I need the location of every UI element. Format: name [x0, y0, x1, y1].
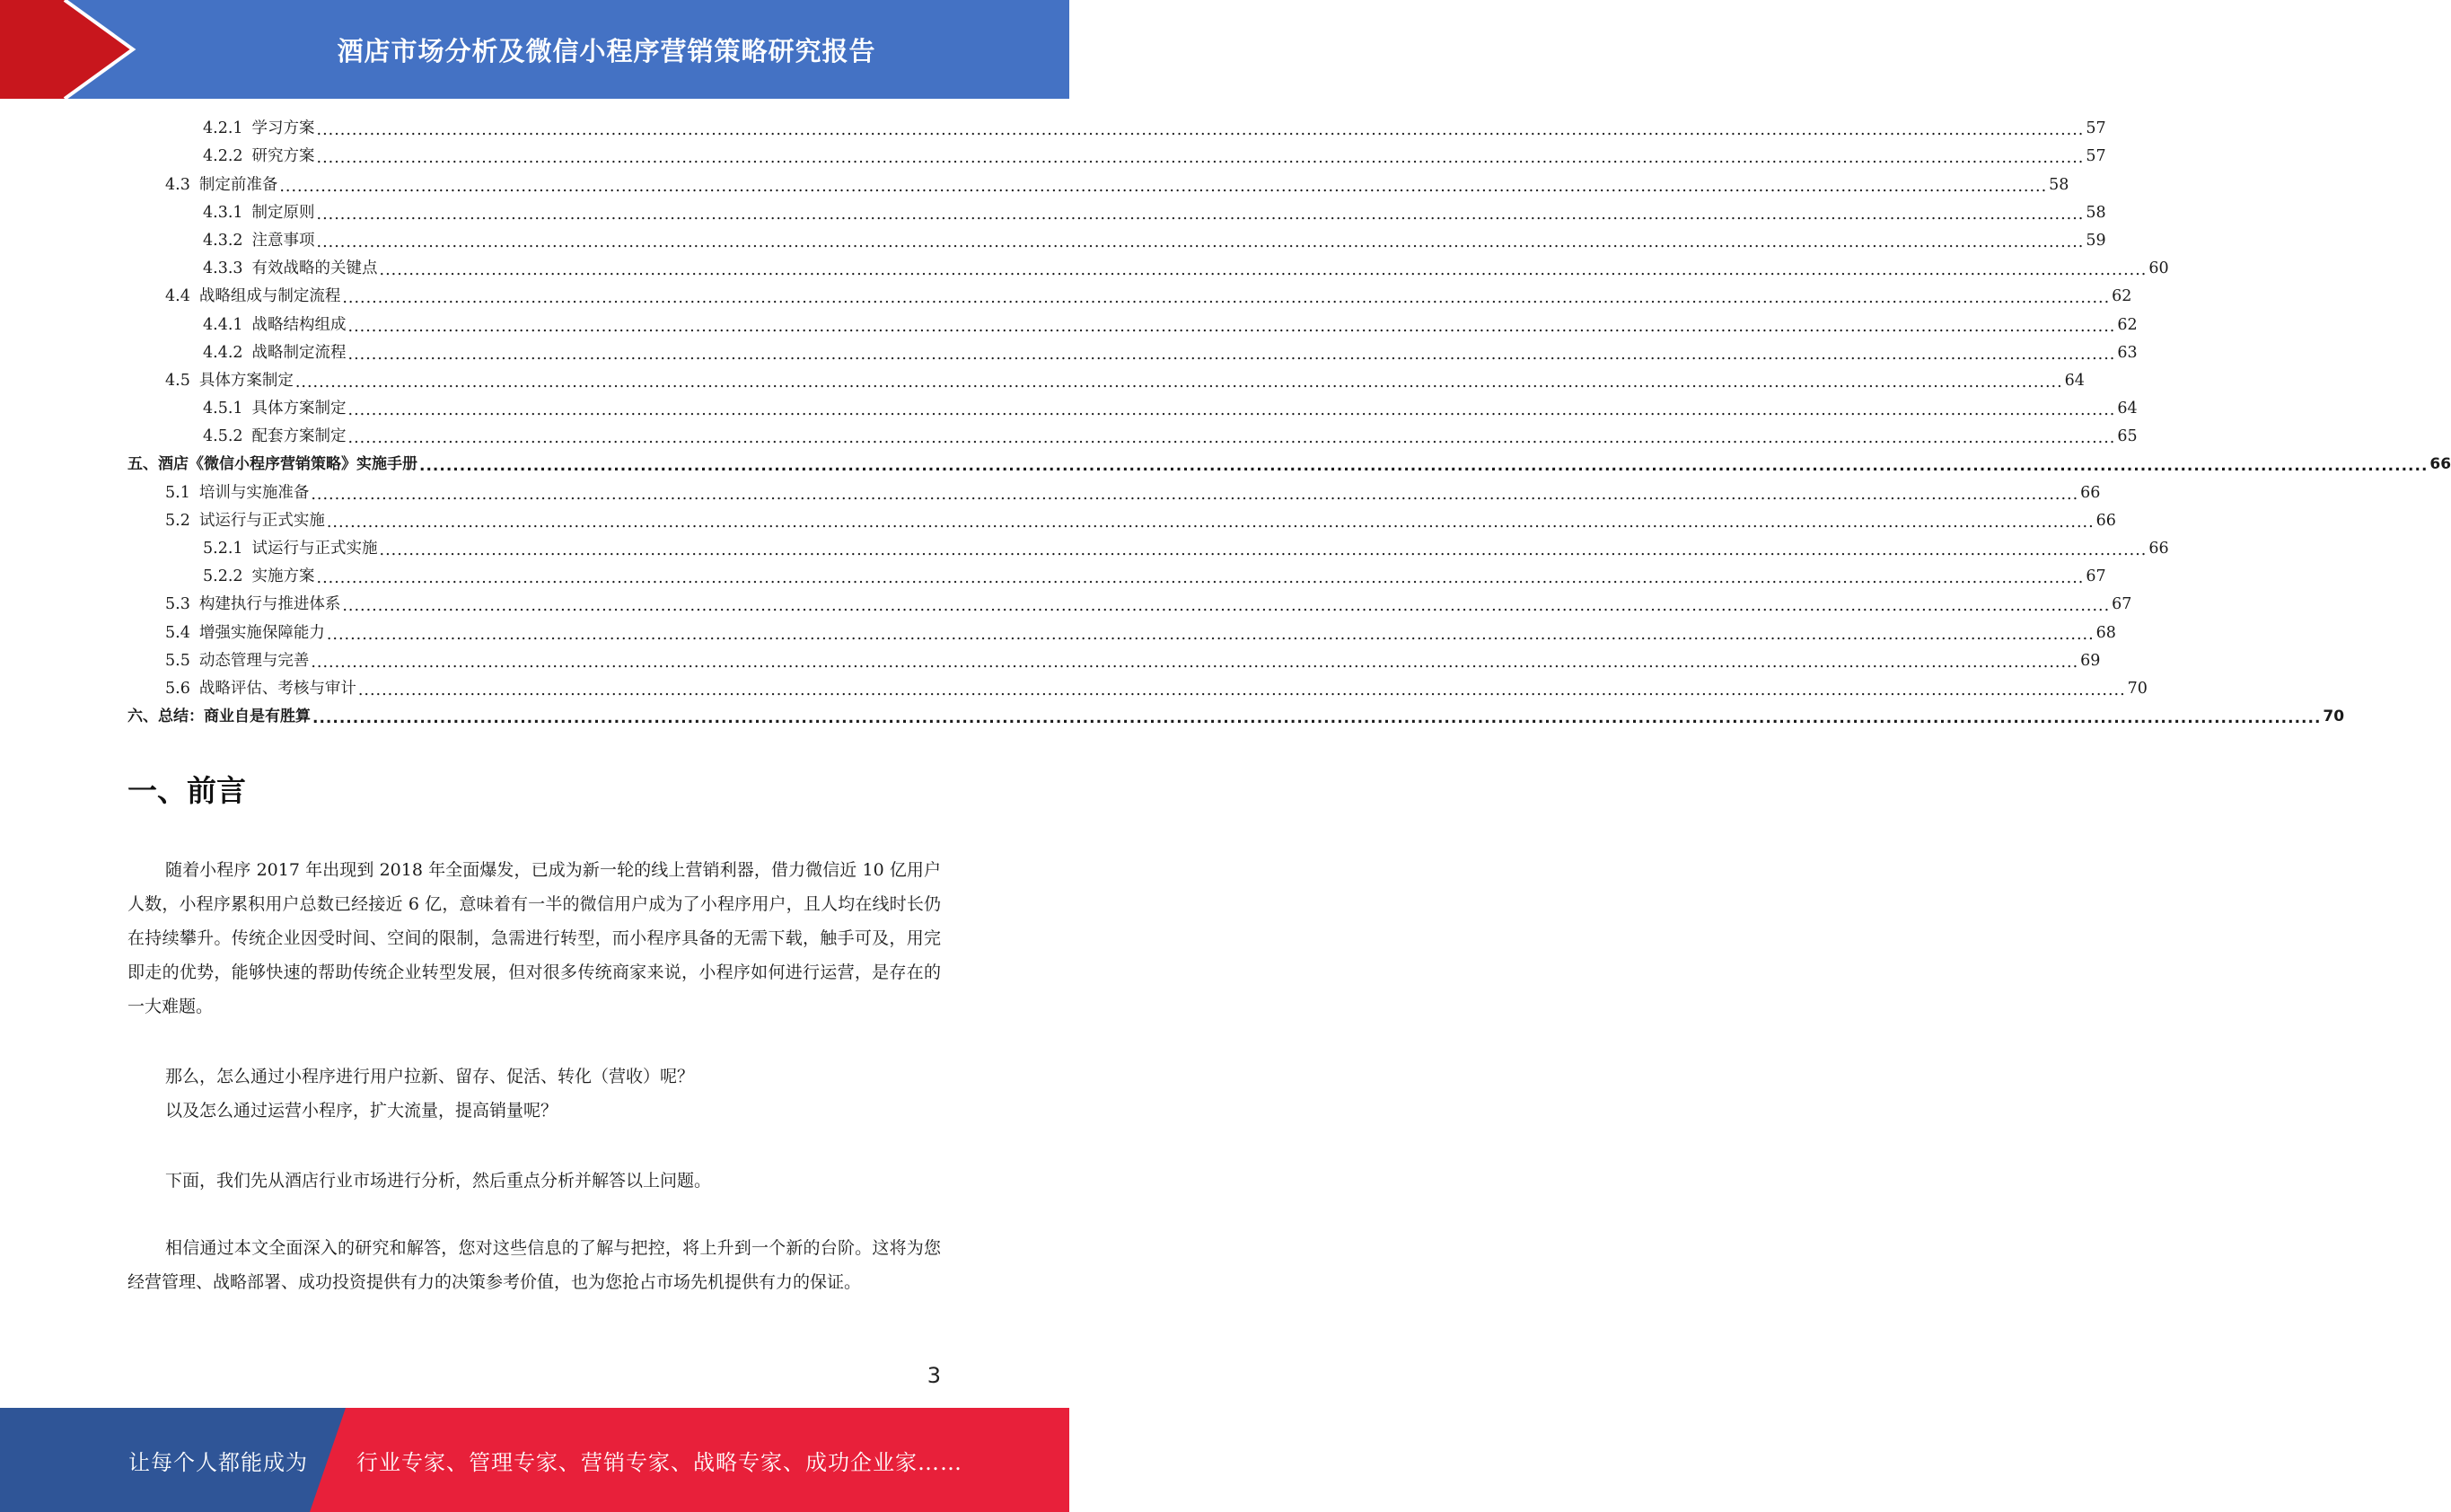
toc-entry-title: 具体方案制定	[198, 371, 294, 390]
toc-entry[interactable]	[127, 591, 2132, 619]
toc-entry-page: 66	[2080, 483, 2101, 502]
toc-entry-page: 67	[2112, 595, 2132, 614]
toc-leader-dots: ............................................................................................................................................................................................................................................................................................................	[311, 485, 2079, 504]
toc-entry[interactable]	[127, 535, 2169, 563]
toc-entry-title: 学习方案	[251, 119, 315, 138]
toc-entry-title: 战略制定流程	[251, 343, 347, 362]
toc-entry-number: 4.5.1	[203, 400, 243, 418]
toc-entry-title: 增强实施保障能力	[198, 623, 325, 642]
table-of-contents	[127, 115, 2451, 731]
toc-entry-number: 4.5	[165, 371, 190, 390]
toc-leader-dots: ............................................................................................................................................................................................................................................................................................................	[379, 261, 2148, 280]
toc-entry[interactable]	[127, 115, 2106, 143]
toc-leader-dots: ............................................................................................................................................................................................................................................................................................................	[347, 345, 2116, 364]
toc-entry-title: 有效战略的关键点	[251, 259, 378, 278]
toc-entry-page: 57	[2086, 147, 2106, 166]
toc-entry-title: 注意事项	[251, 231, 315, 250]
toc-entry-page: 70	[2127, 679, 2148, 698]
toc-leader-dots: ............................................................................................................................................................................................................................................................................................................	[316, 205, 2085, 224]
toc-entry-page: 66	[2095, 511, 2116, 530]
toc-entry[interactable]	[127, 311, 2138, 338]
toc-entry[interactable]	[127, 451, 2451, 479]
header-title: 酒店市场分析及微信小程序营销策略研究报告	[337, 35, 876, 66]
header-arrow-decoration	[0, 0, 144, 99]
toc-entry[interactable]	[127, 507, 2116, 535]
toc-entry-title: 战略评估、考核与审计	[198, 679, 356, 698]
toc-entry-number: 5.2	[165, 511, 190, 530]
toc-entry-title: 研究方案	[251, 147, 315, 166]
footer-slogan-right: 行业专家、管理专家、营销专家、战略专家、成功企业家……	[356, 1449, 962, 1475]
toc-leader-dots: ............................................................................................................................................................................................................................................................................................................	[312, 709, 2322, 728]
toc-leader-dots: ............................................................................................................................................................................................................................................................................................................	[419, 457, 2429, 476]
toc-leader-dots: ............................................................................................................................................................................................................................................................................................................	[311, 653, 2079, 672]
toc-entry[interactable]	[127, 143, 2106, 171]
toc-entry-title: 配套方案制定	[251, 427, 347, 446]
toc-entry-page: 59	[2086, 231, 2106, 250]
question-line: 以及怎么通过运营小程序，扩大流量，提高销量呢？	[165, 1101, 558, 1121]
toc-entry[interactable]	[127, 395, 2138, 423]
toc-entry[interactable]	[127, 227, 2106, 255]
toc-entry-page: 62	[2112, 287, 2132, 306]
toc-entry-page: 68	[2095, 623, 2116, 642]
toc-leader-dots: ............................................................................................................................................................................................................................................................................................................	[294, 373, 2063, 391]
toc-entry[interactable]	[127, 647, 2101, 675]
toc-entry-number: 4.5.2	[203, 427, 243, 446]
toc-entry-title: 战略结构组成	[251, 315, 347, 334]
body-paragraph-questions	[127, 1059, 941, 1128]
toc-leader-dots: ............................................................................................................................................................................................................................................................................................................	[316, 569, 2085, 588]
toc-entry-page: 57	[2086, 119, 2106, 138]
toc-entry-number: 5.3	[165, 595, 190, 614]
page-number: 3	[927, 1363, 941, 1388]
toc-entry-title: 试运行与正式实施	[198, 511, 325, 530]
toc-entry-title: 构建执行与推进体系	[198, 595, 341, 614]
toc-entry[interactable]	[127, 199, 2106, 227]
toc-entry[interactable]	[127, 367, 2085, 395]
toc-entry-title: 制定前准备	[198, 175, 278, 194]
toc-entry-number: 4.2.2	[203, 147, 243, 166]
toc-entry-page: 70	[2323, 708, 2345, 726]
toc-leader-dots: ............................................................................................................................................................................................................................................................................................................	[316, 149, 2085, 168]
toc-entry-page: 65	[2117, 427, 2138, 446]
toc-entry[interactable]	[127, 703, 2345, 731]
toc-entry-page: 64	[2064, 371, 2085, 390]
toc-entry[interactable]	[127, 423, 2138, 451]
toc-entry-number: 4.3.1	[203, 203, 243, 222]
body-paragraph: 相信通过本文全面深入的研究和解答，您对这些信息的了解与把控，将上升到一个新的台阶。这将为您经营管理、战略部署、成功投资提供有力的决策参考价值，也为您抢占市场先机提供有力的保证。	[127, 1238, 941, 1292]
toc-entry-number: 5.1	[165, 483, 190, 502]
toc-entry-number: 5.2.2	[203, 567, 243, 586]
toc-entry-number: 5.2.1	[203, 540, 243, 558]
toc-entry-title: 动态管理与完善	[198, 651, 310, 670]
toc-entry-title: 培训与实施准备	[198, 483, 310, 502]
question-line: 那么，怎么通过小程序进行用户拉新、留存、促活、转化（营收）呢？	[165, 1067, 695, 1086]
page-header	[0, 0, 1069, 99]
toc-entry-page: 64	[2117, 400, 2138, 418]
toc-entry[interactable]	[127, 283, 2132, 311]
toc-leader-dots: ............................................................................................................................................................................................................................................................................................................	[347, 317, 2116, 336]
toc-entry-title: 实施方案	[251, 567, 315, 586]
section-title: 一、前言	[127, 773, 246, 808]
toc-entry[interactable]	[127, 339, 2138, 367]
toc-entry-title: 制定原则	[251, 203, 315, 222]
toc-entry-number: 4.4.2	[203, 343, 243, 362]
toc-leader-dots: ............................................................................................................................................................................................................................................................................................................	[342, 289, 2111, 308]
toc-entry-number: 5.4	[165, 623, 190, 642]
toc-entry-number: 5.5	[165, 651, 190, 670]
toc-leader-dots: ............................................................................................................................................................................................................................................................................................................	[342, 597, 2111, 616]
toc-entry[interactable]	[127, 675, 2148, 703]
toc-entry-page: 69	[2080, 651, 2101, 670]
toc-entry-number: 4.4	[165, 287, 190, 306]
toc-entry-number: 4.3.2	[203, 231, 243, 250]
toc-entry-title: 战略组成与制定流程	[198, 287, 341, 306]
toc-entry-number: 4.2.1	[203, 119, 243, 138]
toc-entry[interactable]	[127, 171, 2069, 198]
toc-entry-page: 58	[2049, 175, 2069, 194]
toc-leader-dots: ............................................................................................................................................................................................................................................................................................................	[279, 177, 2048, 196]
toc-leader-dots: ............................................................................................................................................................................................................................................................................................................	[316, 233, 2085, 251]
toc-entry-page: 58	[2086, 203, 2106, 222]
toc-entry[interactable]	[127, 479, 2101, 506]
body-paragraph: 下面，我们先从酒店行业市场进行分析，然后重点分析并解答以上问题。	[165, 1171, 712, 1191]
toc-entry-number: 4.4.1	[203, 315, 243, 334]
body-paragraph: 随着小程序 2017 年出现到 2018 年全面爆发，已成为新一轮的线上营销利器，借力微信近 10 亿用户人数，小程序累积用户总数已经接近 6 亿，意味着有一半的微信用户成为了小程序用户，且人均在线时长仍在持续攀升。传统企业因受时间、空间的限制，急需进行转型，而小程序具备的无需下载，触手可及，用完即走的优势，能够快速的帮助传统企业转型发展，但对很多传统商家来说，小程序如何进行运营，是存在的一大难题。	[127, 860, 941, 1016]
toc-entry-page: 67	[2086, 567, 2106, 586]
toc-leader-dots: ............................................................................................................................................................................................................................................................................................................	[347, 401, 2116, 420]
toc-leader-dots: ............................................................................................................................................................................................................................................................................................................	[326, 513, 2095, 532]
toc-leader-dots: ............................................................................................................................................................................................................................................................................................................	[357, 681, 2126, 699]
toc-entry-page: 66	[2148, 540, 2169, 558]
toc-entry[interactable]	[127, 255, 2169, 283]
toc-entry-number: 5.6	[165, 679, 190, 698]
page-footer	[0, 1408, 1069, 1512]
toc-leader-dots: ............................................................................................................................................................................................................................................................................................................	[316, 121, 2085, 140]
footer-slogan-left: 让每个人都能成为	[128, 1449, 308, 1475]
toc-entry-title: 六、总结：商业自是有胜算	[127, 708, 311, 726]
toc-leader-dots: ............................................................................................................................................................................................................................................................................................................	[326, 625, 2095, 644]
toc-entry-title: 五、酒店《微信小程序营销策略》实施手册	[127, 455, 417, 474]
toc-entry-page: 66	[2429, 455, 2451, 474]
toc-leader-dots: ............................................................................................................................................................................................................................................................................................................	[379, 541, 2148, 559]
toc-entry-title: 试运行与正式实施	[251, 540, 378, 558]
toc-entry-number: 4.3.3	[203, 259, 243, 278]
toc-entry-number: 4.3	[165, 175, 190, 194]
toc-entry-page: 63	[2117, 343, 2138, 362]
toc-entry[interactable]	[127, 619, 2116, 646]
toc-entry-page: 60	[2148, 259, 2169, 278]
toc-entry[interactable]	[127, 563, 2106, 591]
toc-leader-dots: ............................................................................................................................................................................................................................................................................................................	[347, 429, 2116, 448]
toc-entry-title: 具体方案制定	[251, 400, 347, 418]
toc-entry-page: 62	[2117, 315, 2138, 334]
